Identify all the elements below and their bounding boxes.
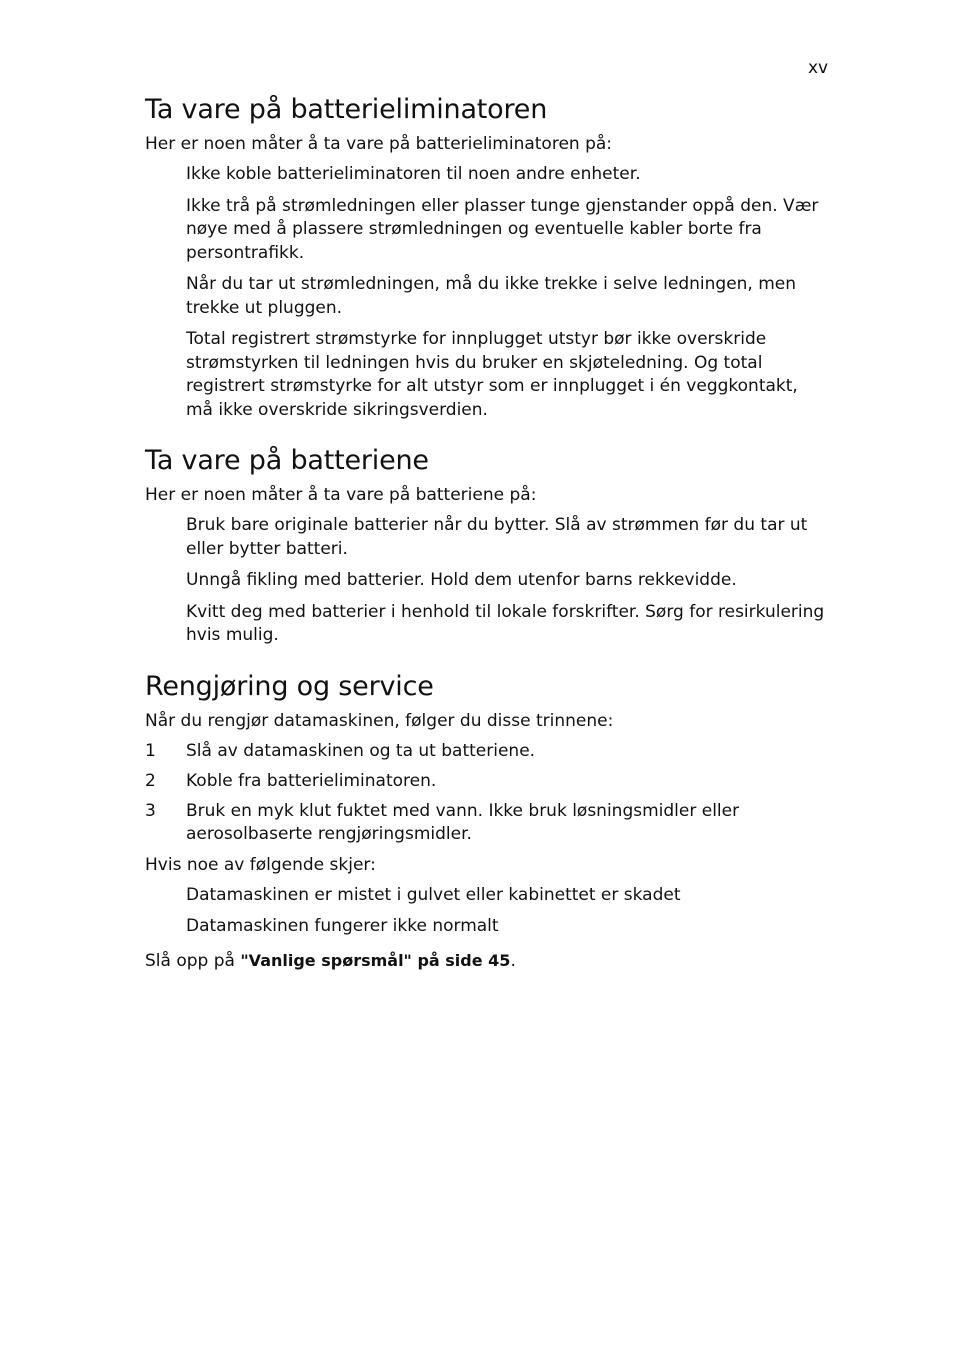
- list-item: Ikke koble batterieliminatoren til noen andre enheter.: [186, 164, 641, 184]
- list-item: Datamaskinen fungerer ikke normalt: [186, 916, 499, 936]
- section-title: Ta vare på batterieliminatoren: [145, 94, 548, 125]
- section-cleaning-service: [145, 670, 825, 973]
- numbered-step: [145, 740, 825, 763]
- document-body: [145, 93, 825, 990]
- list-item: Kvitt deg med batterier i henhold til lokale forskrifter. Sørg for resirkulering hvis mulig.: [186, 601, 825, 645]
- numbered-step: [145, 800, 825, 846]
- list-item: Ikke trå på strømledningen eller plasser tunge gjenstander oppå den. Vær nøye med å plassere strømledningen og eventuelle kabler borte fra persontrafikk.: [186, 195, 819, 263]
- section-intro: Når du rengjør datamaskinen, følger du disse trinnene:: [145, 710, 614, 731]
- section-battery-care: [145, 444, 825, 648]
- list-item: Datamaskinen er mistet i gulvet eller kabinettet er skadet: [186, 884, 681, 905]
- section-ac-adapter-care: [145, 93, 825, 422]
- section-title: Rengjøring og service: [145, 670, 434, 702]
- cross-reference-prefix: Slå opp på: [145, 950, 241, 971]
- section-title: Ta vare på batteriene: [145, 445, 429, 476]
- cross-reference-suffix: .: [510, 950, 516, 971]
- section-intro: Her er noen måter å ta vare på batterieliminatoren på:: [145, 134, 613, 154]
- page-number: xv: [808, 58, 829, 78]
- numbered-step: [145, 770, 825, 793]
- section-intro: Her er noen måter å ta vare på batteriene på:: [145, 485, 537, 505]
- cross-reference-link[interactable]: "Vanlige spørsmål" på side 45: [240, 950, 511, 970]
- step-number: 3: [145, 800, 156, 821]
- list-item: Bruk bare originale batterier når du bytter. Slå av strømmen før du tar ut eller bytter batteri.: [186, 515, 808, 559]
- step-text: Slå av datamaskinen og ta ut batteriene.: [186, 740, 536, 761]
- list-item: Unngå fikling med batterier. Hold dem utenfor barns rekkevidde.: [186, 570, 737, 590]
- step-number: 2: [145, 770, 156, 791]
- list-item: Når du tar ut strømledningen, må du ikke trekke i selve ledningen, men trekke ut pluggen.: [186, 274, 797, 318]
- step-text: Koble fra batterieliminatoren.: [186, 770, 437, 791]
- cross-reference-line: [145, 949, 825, 973]
- section-intro-secondary: Hvis noe av følgende skjer:: [145, 854, 376, 875]
- step-number: 1: [145, 740, 156, 761]
- step-text: Bruk en myk klut fuktet med vann. Ikke bruk løsningsmidler eller aerosolbaserte rengjøringsmidler.: [186, 800, 740, 844]
- list-item: Total registrert strømstyrke for innplugget utstyr bør ikke overskride strømstyrken til ledningen hvis du bruker en skjøteledning. Og total registrert strømstyrke for alt utstyr som er innplugget i én veggkontakt, må ikke overskride sikringsverdien.: [186, 329, 798, 420]
